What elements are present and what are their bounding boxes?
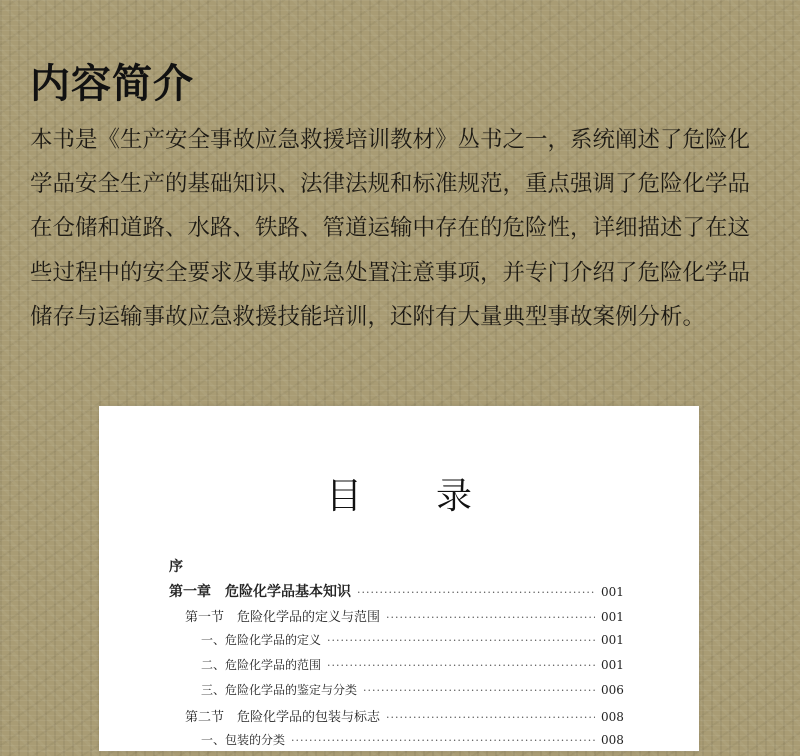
toc-leader-dots [327,659,595,672]
toc-entry-subsection [99,656,699,681]
toc-entry-page: 001 [601,633,624,647]
toc-entry-label: 三、危险化学品的鉴定与分类 [201,683,358,697]
toc-entry-page: 008 [601,733,624,747]
toc-leader-dots [327,634,595,647]
toc-entry-subsection [99,631,699,656]
intro-title: 内容简介 [30,60,194,107]
toc-list [99,556,699,756]
toc-leader-dots [386,711,595,724]
toc-entry-section [99,606,699,631]
intro-body: 本书是《生产安全事故应急救援培训教材》丛书之一，系统阐述了危险化学品安全生产的基础知识、法律法规和标准规范，重点强调了危险化学品在仓储和道路、水路、铁路、管道运输中存在的危险性，详细描述了在这些过程中的安全要求及事故应急处置注意事项，并专门介绍了危险化学品储存与运输事故应急救援技能培训，还附有大量典型事故案例分析。 [30,127,751,330]
toc-leader-dots [386,611,595,624]
toc-entry-page: 001 [601,610,624,624]
toc-entry-label: 序 [169,559,183,575]
toc-leader-dots [291,734,595,747]
toc-entry-label: 第一节 危险化学品的定义与范围 [185,610,381,625]
toc-heading: 目录 [325,476,546,517]
toc-entry-subsection [99,681,699,706]
toc-entry-label: 一、包装的分类 [201,733,286,747]
toc-entry-subsection [99,731,699,756]
toc-entry-label: 第二节 危险化学品的包装与标志 [185,710,381,725]
toc-leader-dots [363,684,595,697]
toc-entry-section [99,706,699,731]
toc-entry-page: 008 [601,710,624,724]
toc-entry-label: 一、危险化学品的定义 [201,633,322,647]
toc-entry-chapter [99,581,699,606]
toc-entry-label: 第一章 危险化学品基本知识 [169,584,351,600]
toc-entry-label: 二、危险化学品的范围 [201,658,322,672]
toc-entry-page: 006 [601,683,624,697]
toc-entry-page: 001 [601,658,624,672]
toc-entry-preface [99,556,699,581]
toc-page-image [99,406,699,751]
toc-leader-dots [357,586,595,599]
toc-entry-page: 001 [601,585,624,599]
